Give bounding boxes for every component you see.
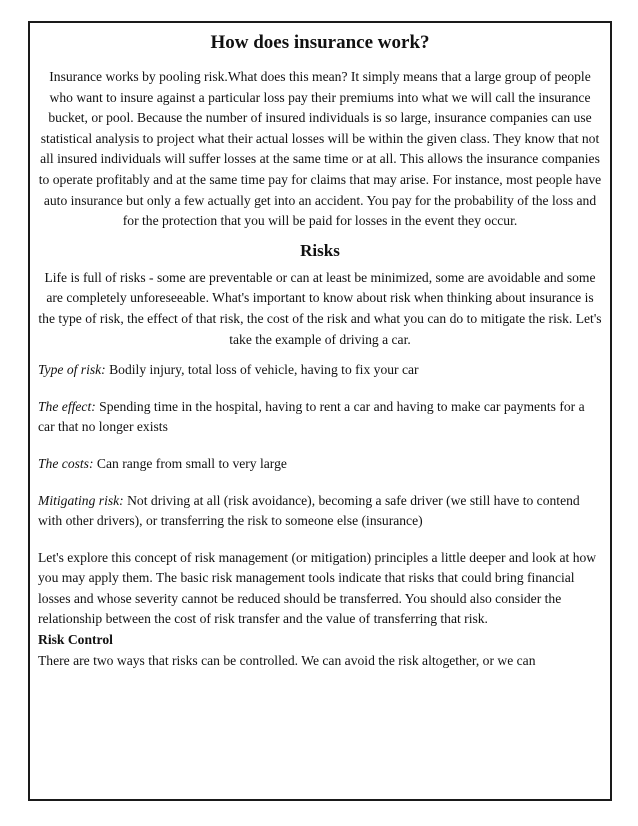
- type-of-risk-text: Bodily injury, total loss of vehicle, having to fix your car: [105, 362, 419, 378]
- risks-intro-paragraph: Life is full of risks - some are preventable or can at least be minimized, some are avoidable and some are completely unforeseeable. What's important to know about risk when thinking about insurance is the type of risk, the effect of that risk, the cost of the risk and what you can do to mitigate the risk. Let's take the example of driving a car.: [38, 269, 602, 347]
- type-of-risk-label: Type of risk:: [38, 362, 106, 378]
- mitigating-risk-text: Not driving at all (risk avoidance), becoming a safe driver (we still have to contend with other drivers), or transferring the risk to someone else (insurance): [38, 492, 580, 529]
- risk-control-heading: Risk Control: [38, 632, 113, 648]
- explore-paragraph: Let's explore this concept of risk management (or mitigation) principles a little deeper and look at how you may apply them. The basic risk management tools indicate that risks that could bring financial losses and whose severity cannot be reduced should be transferred. You should also consider the relationship between the cost of risk transfer and the value of transferring that risk.: [38, 549, 597, 627]
- risk-control-paragraph: There are two ways that risks can be controlled. We can avoid the risk altogether, or we can: [38, 652, 536, 668]
- type-of-risk-item: [38, 360, 602, 381]
- intro-paragraph: Insurance works by pooling risk.What does this mean? It simply means that a large group of people who want to insure against a particular loss pay their premiums into what we will call the insurance bucket, or pool. Because the number of insured individuals is so large, insurance companies can use statistical analysis to project what their actual losses will be within the given class. They know that not all insured individuals will suffer losses at the same time or at all. This allows the insurance companies to operate profitably and at the same time pay for claims that may arise. For instance, most people have auto insurance but only a few actually get into an accident. You pay for the probability of the loss and for the protection that you will be paid for losses in the event they occur.: [38, 69, 602, 229]
- effect-item: [38, 397, 602, 438]
- costs-text: Can range from small to very large: [93, 455, 287, 471]
- effect-text: Spending time in the hospital, having to rent a car and having to make car payments for a car that no longer exists: [38, 398, 585, 435]
- costs-item: [38, 454, 602, 475]
- effect-label: The effect:: [38, 398, 96, 414]
- mitigating-risk-item: [38, 491, 602, 532]
- risks-heading: Risks: [300, 240, 340, 260]
- page-title: How does insurance work?: [210, 32, 430, 53]
- costs-label: The costs:: [38, 455, 94, 471]
- mitigating-risk-label: Mitigating risk:: [38, 492, 124, 508]
- document-page: [28, 21, 612, 801]
